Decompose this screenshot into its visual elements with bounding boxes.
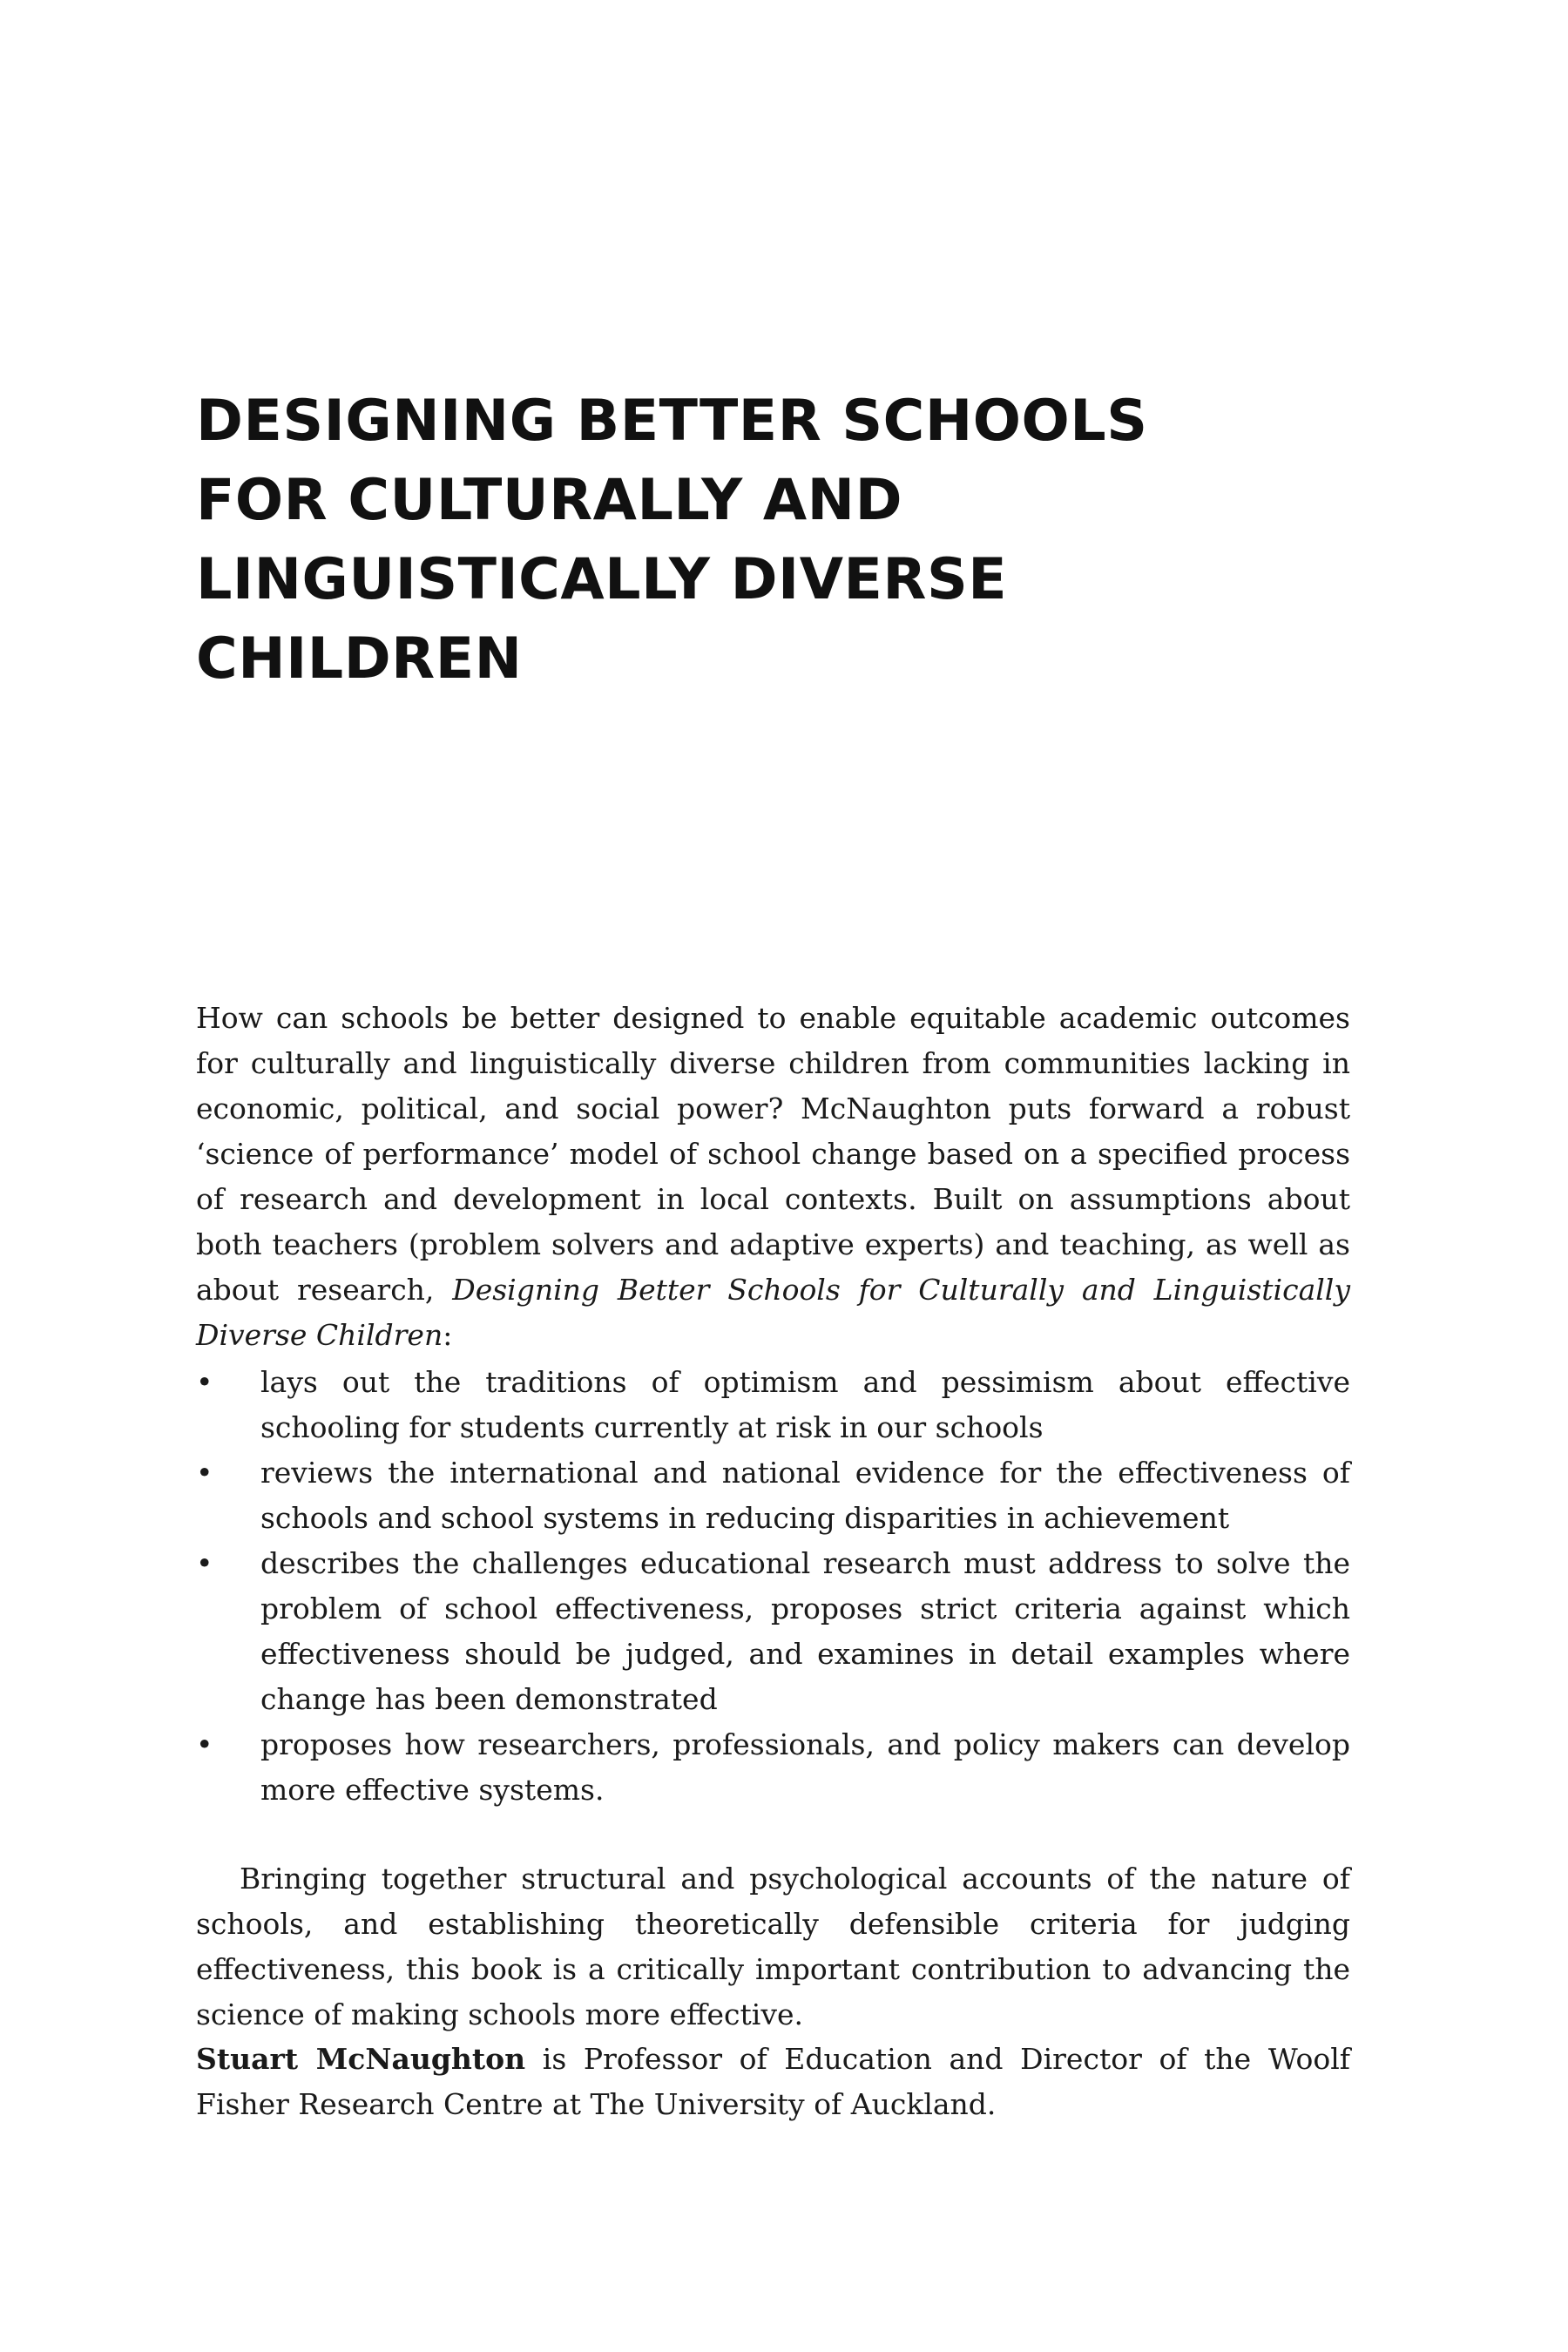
list-item <box>196 1450 1350 1541</box>
closing-paragraph <box>196 1856 1350 2038</box>
list-item-text: proposes how researchers, professionals, and policy makers can develop more effective systems. <box>260 1727 1350 1807</box>
title-line: LINGUISTICALLY DIVERSE <box>196 547 1008 612</box>
feature-list <box>196 1360 1350 1813</box>
bullet-icon: • <box>196 1546 213 1580</box>
list-item-text: reviews the international and national evidence for the effectiveness of schools and school systems in reducing disparities in achievement <box>260 1456 1350 1535</box>
title-line: DESIGNING BETTER SCHOOLS <box>196 389 1148 454</box>
intro-paragraph <box>196 996 1350 1358</box>
bullet-icon: • <box>196 1727 213 1761</box>
author-name: Stuart McNaughton <box>196 2042 526 2076</box>
intro-colon: : <box>443 1318 453 1352</box>
list-item-text: describes the challenges educational research must address to solve the problem of school effectiveness, proposes strict criteria against which effectiveness should be judged, and examines in detail examples where change has been demonstrated <box>260 1546 1350 1716</box>
author-bio-text: is Professor of Education and Director of the Woolf Fisher Research Centre at The University of Auckland. <box>196 2042 1350 2121</box>
page-title <box>196 382 1328 699</box>
closing-text: Bringing together structural and psychological accounts of the nature of schools, and establishing theoretically defensible criteria for judging effectiveness, this book is a critically important contribution to advancing the science of making schools more effective. <box>196 1862 1350 2031</box>
title-line: FOR CULTURALLY AND <box>196 468 903 533</box>
bullet-icon: • <box>196 1456 213 1490</box>
book-title-italic: Designing Better Schools for Culturally and Linguistically Diverse Children <box>196 1273 1350 1352</box>
list-item-text: lays out the traditions of optimism and pessimism about effective schooling for students currently at risk in our schools <box>260 1365 1350 1444</box>
list-item <box>196 1722 1350 1813</box>
bullet-icon: • <box>196 1365 213 1399</box>
list-item <box>196 1541 1350 1722</box>
title-line: CHILDREN <box>196 626 523 692</box>
author-bio <box>196 2037 1350 2127</box>
list-item <box>196 1360 1350 1450</box>
intro-text: How can schools be better designed to enable equitable academic outcomes for culturally and linguistically diverse children from communities lacking in economic, political, and social power? McNaughton puts forward a robust ‘science of performance’ model of school change based on a specified process of research and development in local contexts. Built on assumptions about both teachers (problem solvers and adaptive experts) and teaching, as well as about research, <box>196 1001 1350 1307</box>
